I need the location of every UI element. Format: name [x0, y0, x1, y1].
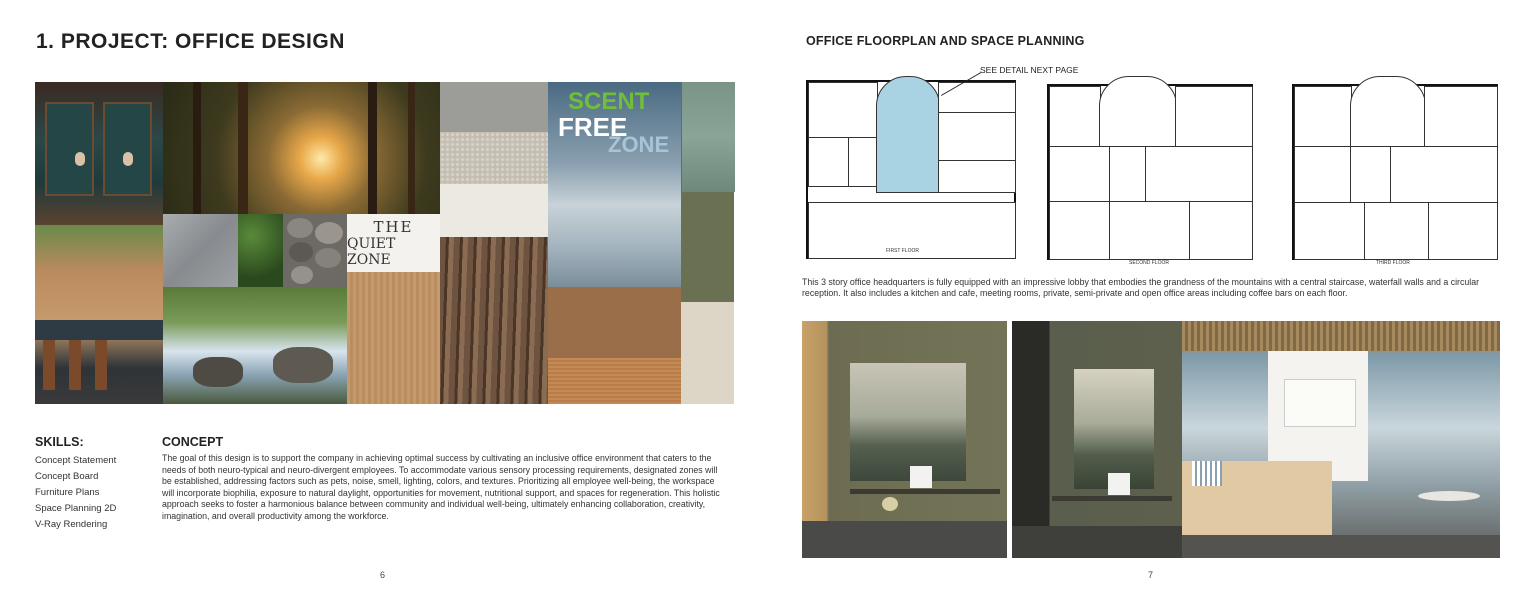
cafe-photo: [35, 225, 163, 404]
skill-item: V-Ray Rendering: [35, 519, 108, 530]
green-stone-tiles: [681, 82, 735, 192]
second-floor-plan: [1047, 84, 1253, 266]
floor-label: SECOND FLOOR: [1129, 260, 1170, 266]
cream-swatch: [681, 302, 734, 404]
brown-wood-swatch: [548, 287, 681, 358]
free-word: FREE: [558, 112, 628, 142]
office-rendering-1: [802, 321, 1007, 558]
lobby-area: [876, 76, 940, 193]
zone-word: ZONE: [608, 132, 670, 157]
skills-list: [35, 453, 116, 533]
moodboard: [35, 82, 734, 404]
oak-wood-swatch: [548, 358, 681, 404]
quiet-zone-sign: [347, 214, 440, 272]
concept-heading: CONCEPT: [162, 435, 224, 449]
office-rendering-2: [1012, 321, 1182, 558]
callout-label: SEE DETAIL NEXT PAGE: [980, 65, 1079, 75]
skill-item: Space Planning 2D: [35, 503, 117, 514]
page-number-right: 7: [1148, 570, 1154, 580]
office-booth-photo: [35, 82, 163, 225]
scent-free-zone-poster: [548, 82, 681, 287]
light-wood-texture: [347, 272, 440, 404]
first-floor-plan: [806, 80, 1016, 259]
third-floor-plan: [1292, 84, 1498, 266]
floorplan-title: OFFICE FLOORPLAN AND SPACE PLANNING: [806, 34, 1085, 48]
green-wall-texture: [238, 214, 283, 287]
river-stones-texture: [283, 214, 347, 287]
floorplan-description: This 3 story office headquarters is fully equipped with an impressive lobby that embodies the grandness of the mountains with a central staircase, waterfall walls and a circular reception. It also includes a kitchen and cafe, meeting rooms, private, semi-private and open office areas including coffee bars on each floor.: [802, 277, 1480, 299]
forest-photo: [163, 82, 440, 214]
stucco-texture: [163, 214, 238, 287]
scent-word: SCENT: [568, 88, 650, 115]
white-swatch: [440, 184, 548, 237]
gravel-texture: [440, 132, 548, 184]
skill-item: Furniture Plans: [35, 487, 100, 498]
cafe-rendering: [1182, 321, 1500, 558]
floor-label: THIRD FLOOR: [1376, 260, 1410, 266]
skill-item: Concept Board: [35, 471, 99, 482]
waterfall-photo: [163, 287, 347, 404]
concept-text: The goal of this design is to support the company in achieving optimal success by cultivating an inclusive office environment that caters to the needs of both neuro-typical and neuro-divergent employees. To accommodate various sensory processing requirements, designated zones will be established, addressing factors such as pets, noise, smell, lighting, colors, and textures. Prioritizing all employee well-being, the workspace will incorporate biophilia, exposure to natural daylight, opportunities for movement, nutritional support, and spaces for regeneration. This holistic approach seeks to foster a harmonious balance between community and individual well-being, ultimately enhancing collaboration, creativity, imagination, and overall productivity among the workforce.: [162, 453, 720, 521]
olive-swatch: [681, 192, 734, 302]
floor-label: FIRST FLOOR: [886, 248, 919, 254]
page-number-left: 6: [380, 570, 386, 580]
quiet-zone-line2: QUIET ZONE: [347, 236, 396, 268]
gray-tile-swatch: [440, 82, 548, 132]
quiet-zone-line1: THE: [373, 218, 414, 236]
page-title: 1. PROJECT: OFFICE DESIGN: [36, 30, 345, 53]
tree-bark-texture: [440, 237, 548, 404]
skill-item: Concept Statement: [35, 455, 117, 466]
skills-heading: SKILLS:: [35, 435, 84, 449]
